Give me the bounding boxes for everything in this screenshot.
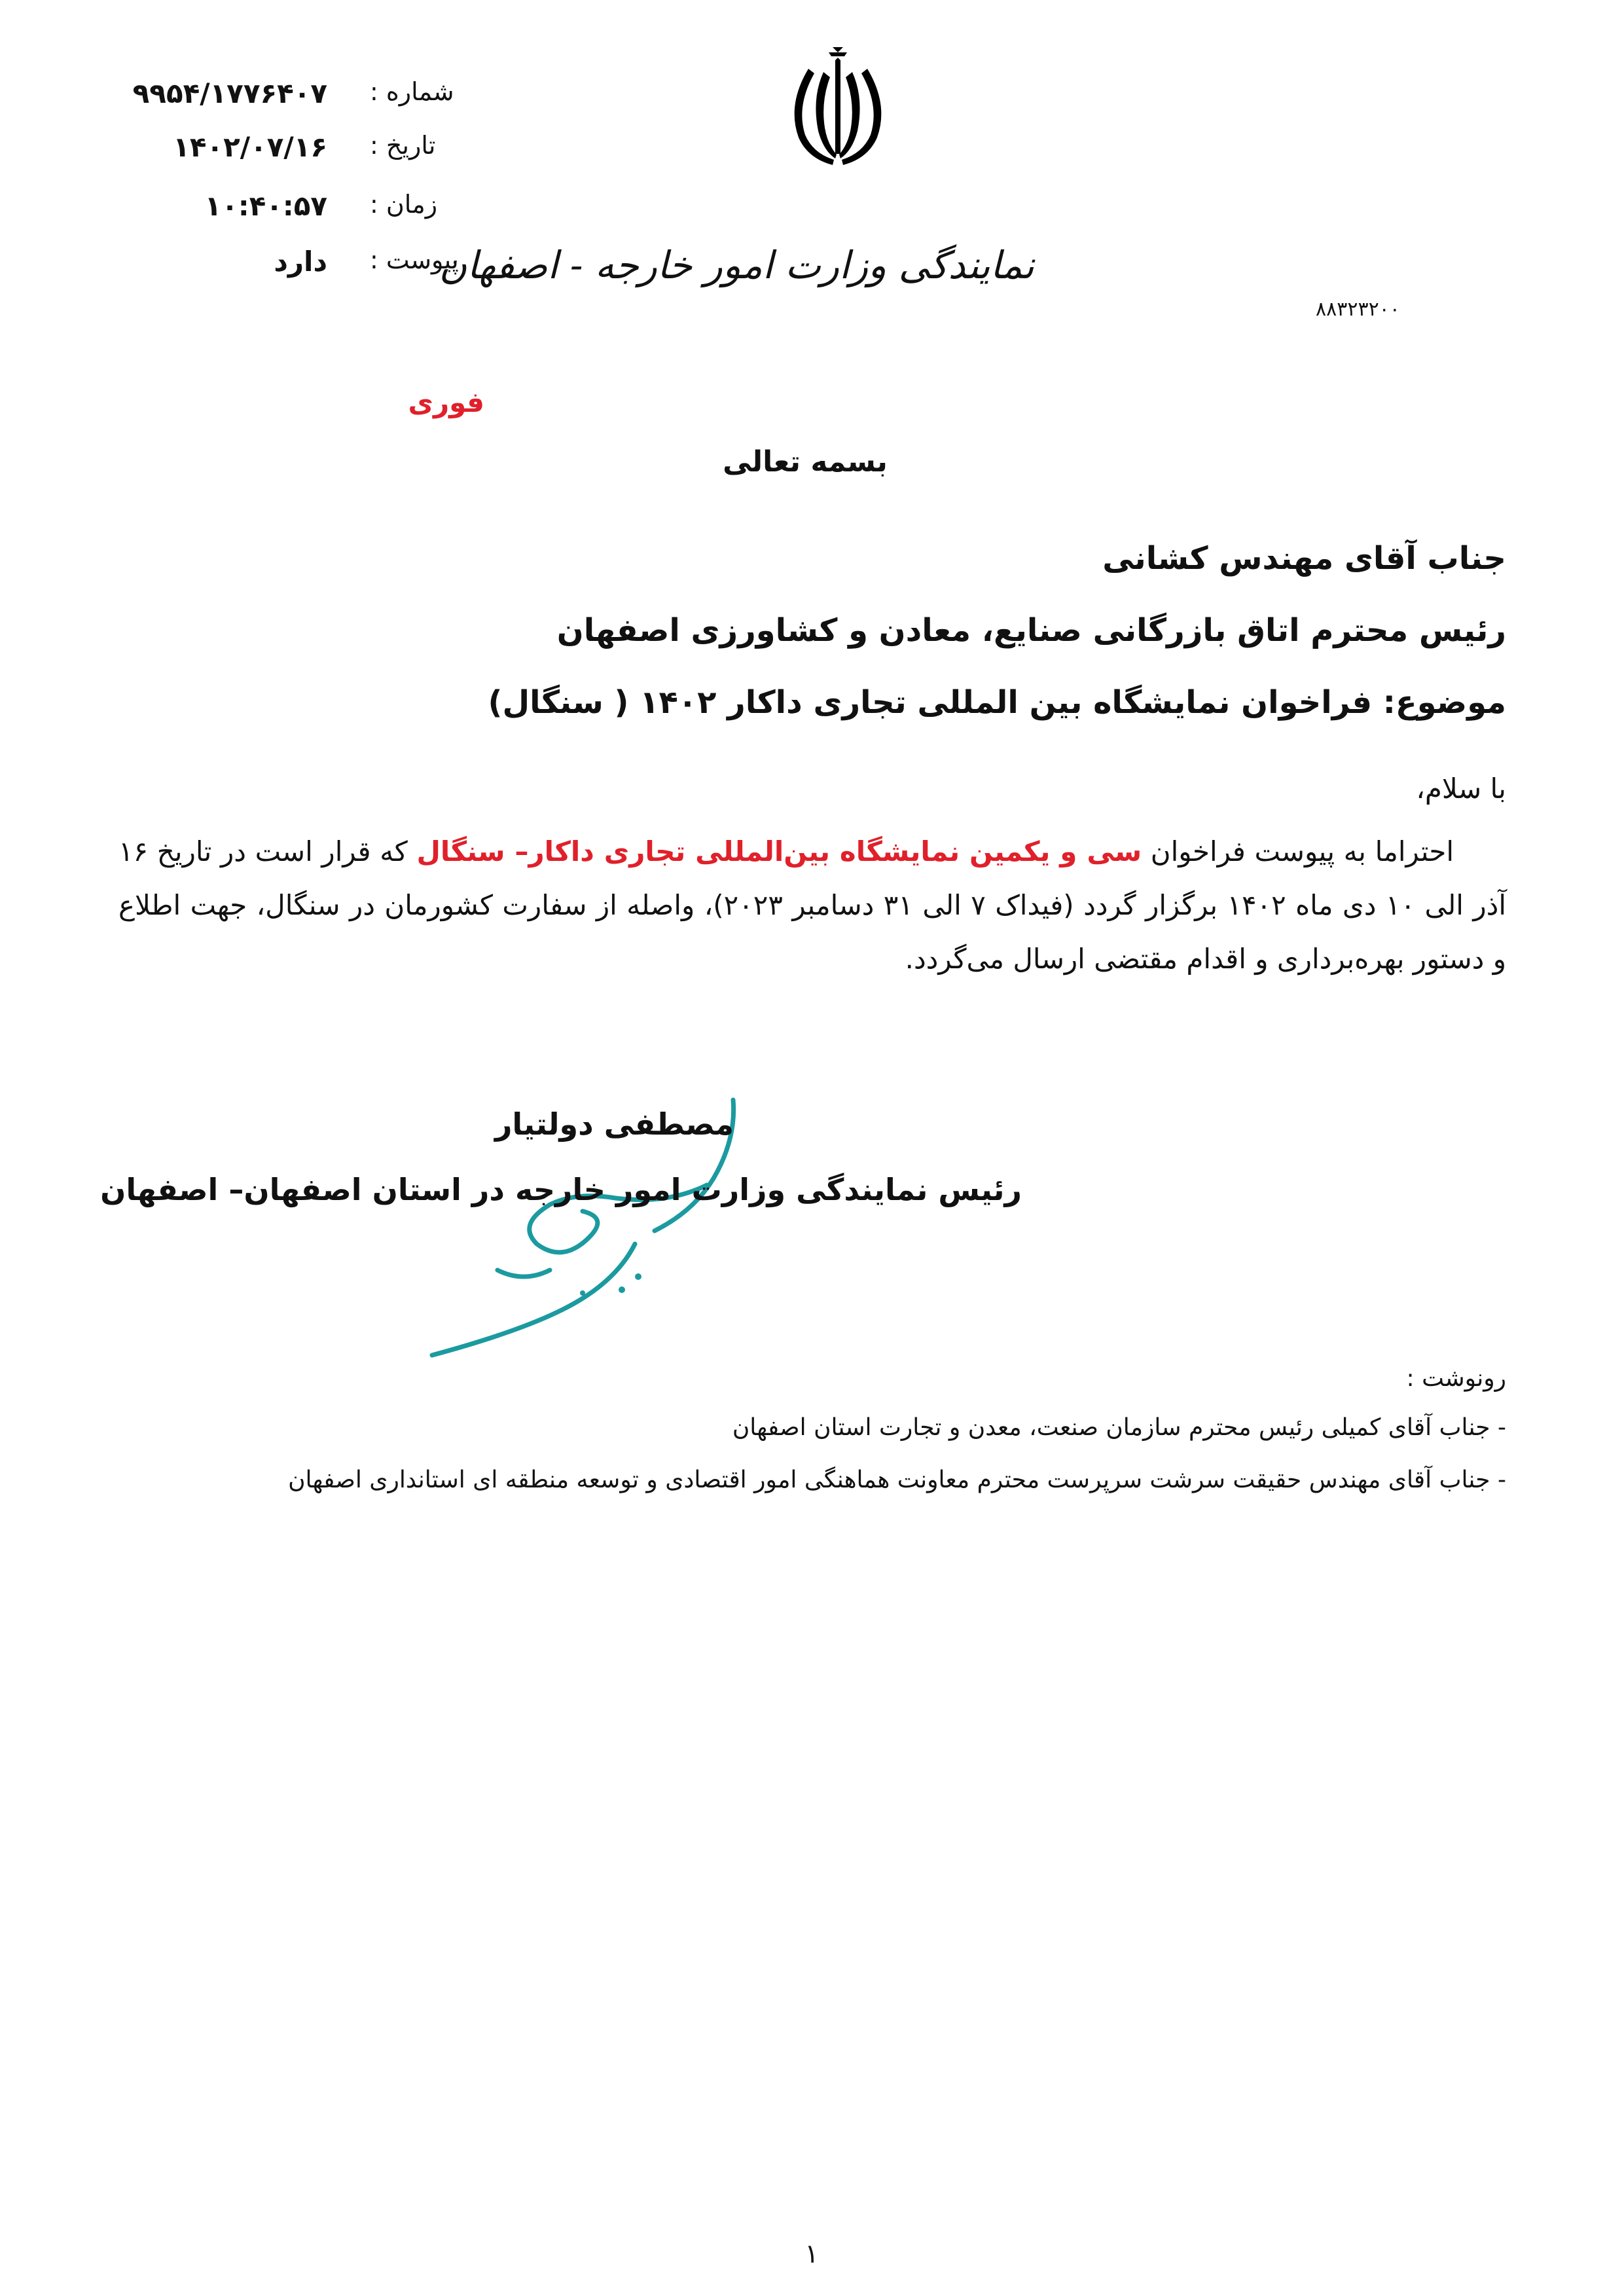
attachment-row — [144, 246, 484, 291]
number-label: شماره : — [370, 77, 454, 106]
office-name: نمایندگی وزارت امور خارجه - اصفهان — [439, 243, 1034, 287]
invocation: بسمه تعالی — [723, 445, 888, 479]
body-part2: که قرار است در تاریخ ۱۶ آذر الی ۱۰ دی ماه ۱۴۰۲ برگزار گردد (فیداک ۷ الی ۳۱ دسامبر ۲۰۲۳)، واصله از سفارت کشورمان در سنگال، جهت اطلاع و دستور بهره‌برداری و اقدام مقتضی ارسال می‌گردد. — [118, 835, 1506, 975]
number-value: ۹۹۵۴/۱۷۷۶۴۰۷ — [132, 77, 327, 109]
attachment-label: پیوست : — [370, 246, 459, 274]
date-label: تاریخ : — [370, 131, 436, 160]
date-row — [144, 131, 484, 177]
attachment-value: دارد — [274, 246, 327, 278]
recipient-line1: جناب آقای مهندس کشانی — [1102, 540, 1506, 577]
cc-item: - جناب آقای کمیلی رئیس محترم سازمان صنعت، معدن و تجارت استان اصفهان — [732, 1414, 1506, 1441]
body-part1: احتراما به پیوست فراخوان — [1142, 835, 1454, 867]
recipient-line2: رئیس محترم اتاق بازرگانی صنایع، معادن و کشاورزی اصفهان — [556, 612, 1506, 649]
body-highlight: سی و یکمین نمایشگاه بین‌المللی تجاری داکار– سنگال — [416, 835, 1142, 867]
iran-emblem-icon — [772, 46, 903, 170]
greeting: با سلام، — [1416, 773, 1506, 805]
signer-title: رئیس نمایندگی وزارت امور خارجه در استان اصفهان– اصفهان — [100, 1172, 1022, 1207]
time-label: زمان : — [370, 190, 438, 219]
number-row — [132, 77, 484, 123]
page-number: ۱ — [804, 2239, 819, 2269]
date-value: ۱۴۰۲/۰۷/۱۶ — [173, 131, 327, 163]
subject-line: موضوع: فراخوان نمایشگاه بین المللی تجاری داکار ۱۴۰۲ ( سنگال) — [488, 684, 1506, 721]
priority-label: فوری — [408, 386, 484, 418]
cc-item: - جناب آقای مهندس حقیقت سرشت سرپرست محترم معاونت هماهنگی امور اقتصادی و توسعه منطقه ای استانداری اصفهان — [288, 1467, 1506, 1493]
signer-name: مصطفی دولتیار — [494, 1106, 734, 1142]
body-paragraph — [118, 825, 1506, 986]
cc-label: رونوشت : — [1406, 1365, 1506, 1392]
phone-number: ۸۸۳۲۳۲۰۰ — [1316, 298, 1400, 321]
time-value: ۱۰:۴۰:۵۷ — [204, 190, 327, 222]
time-row — [144, 190, 484, 236]
